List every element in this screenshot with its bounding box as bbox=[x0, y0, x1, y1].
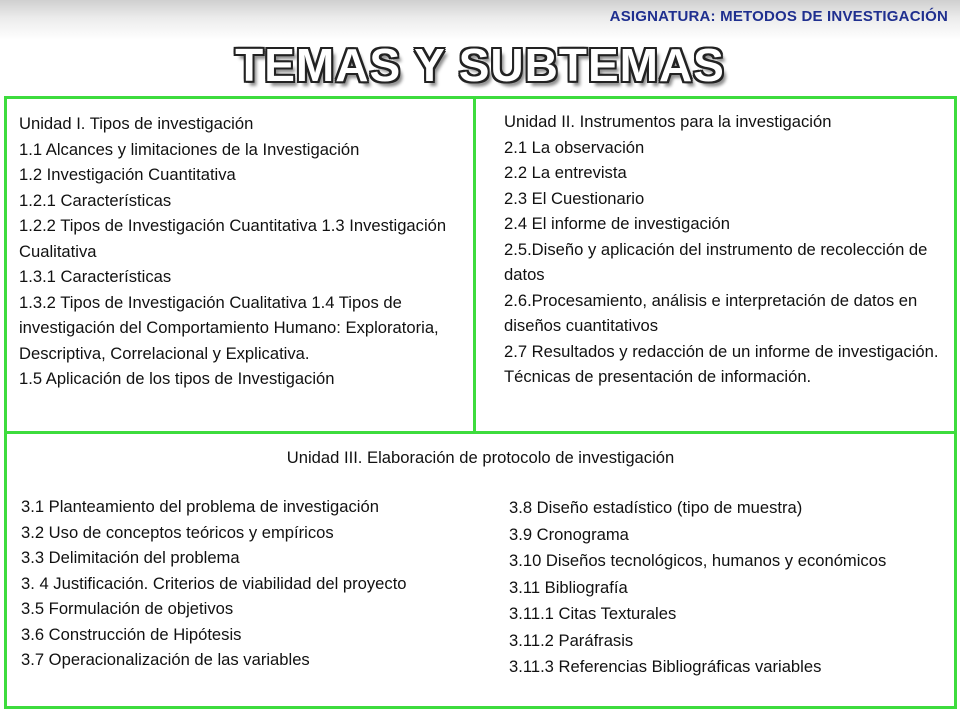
unit-3-panel bbox=[4, 431, 957, 709]
unit-3-item: 3.2 Uso de conceptos teóricos y empíricos bbox=[21, 522, 334, 542]
unit-2-item: 2.4 El informe de investigación bbox=[504, 214, 730, 233]
unit-1-item: 1.2.2 Tipos de Investigación Cuantitativa 1.3 Investigación Cualitativa bbox=[19, 216, 447, 261]
unit-1-heading: Unidad I. Tipos de investigación bbox=[19, 114, 254, 133]
unit-2-item: 2.7 Resultados y redacción de un informe de investigación. Técnicas de presentación de información. bbox=[504, 341, 939, 386]
unit-2-text bbox=[504, 109, 944, 390]
unit-3-item: 3.10 Diseños tecnológicos, humanos y económicos bbox=[509, 551, 887, 570]
unit-2-item: 2.1 La observación bbox=[504, 137, 645, 157]
unit-3-item: 3.11 Bibliografía bbox=[509, 577, 628, 597]
unit-1-panel bbox=[4, 96, 476, 434]
unit-2-item: 2.5.Diseño y aplicación del instrumento de recolección de datos bbox=[504, 239, 928, 284]
unit-1-item: 1.3.1 Características bbox=[19, 267, 172, 286]
unit-1-item: 1.3.2 Tipos de Investigación Cualitativa 1.4 Tipos de investigación del Comportamiento Humano: Exploratoria, Descriptiva, Correlacional y Explicativa. bbox=[19, 292, 439, 363]
unit-3-item: 3.3 Delimitación del problema bbox=[21, 548, 240, 567]
unit-3-right-column bbox=[509, 495, 949, 681]
unit-3-item: 3. 4 Justificación. Criterios de viabilidad del proyecto bbox=[21, 573, 407, 593]
unit-2-item: 2.6.Procesamiento, análisis e interpretación de datos en diseños cuantitativos bbox=[504, 290, 918, 335]
unit-1-item: 1.2 Investigación Cuantitativa bbox=[19, 165, 236, 184]
unit-3-item: 3.7 Operacionalización de las variables bbox=[21, 650, 310, 669]
page-title: TEMAS Y SUBTEMAS bbox=[235, 39, 725, 91]
subject-label: ASIGNATURA: METODOS DE INVESTIGACIÓN bbox=[609, 8, 948, 25]
unit-3-item: 3.11.3 Referencias Bibliográficas variables bbox=[509, 657, 822, 676]
unit-1-item: 1.2.1 Características bbox=[19, 190, 172, 210]
unit-1-item: 1.5 Aplicación de los tipos de Investigación bbox=[19, 369, 335, 388]
unit-3-item: 3.1 Planteamiento del problema de investigación bbox=[21, 497, 379, 516]
unit-3-item: 3.9 Cronograma bbox=[509, 524, 629, 544]
unit-1-item: 1.1 Alcances y limitaciones de la Investigación bbox=[19, 139, 360, 159]
unit-3-item: 3.6 Construcción de Hipótesis bbox=[21, 624, 242, 644]
unit-3-item: 3.11.2 Paráfrasis bbox=[509, 630, 634, 650]
unit-3-left-column bbox=[21, 494, 491, 673]
unit-3-item: 3.8 Diseño estadístico (tipo de muestra) bbox=[509, 498, 803, 517]
unit-3-item: 3.5 Formulación de objetivos bbox=[21, 599, 234, 618]
unit-2-heading: Unidad II. Instrumentos para la investigación bbox=[504, 112, 832, 131]
unit-2-panel bbox=[473, 96, 957, 434]
unit-1-text bbox=[19, 111, 471, 392]
unit-2-item: 2.2 La entrevista bbox=[504, 163, 627, 182]
unit-2-item: 2.3 El Cuestionario bbox=[504, 188, 645, 208]
unit-3-item: 3.11.1 Citas Texturales bbox=[509, 604, 677, 623]
unit-3-heading: Unidad III. Elaboración de protocolo de investigación bbox=[286, 448, 675, 467]
